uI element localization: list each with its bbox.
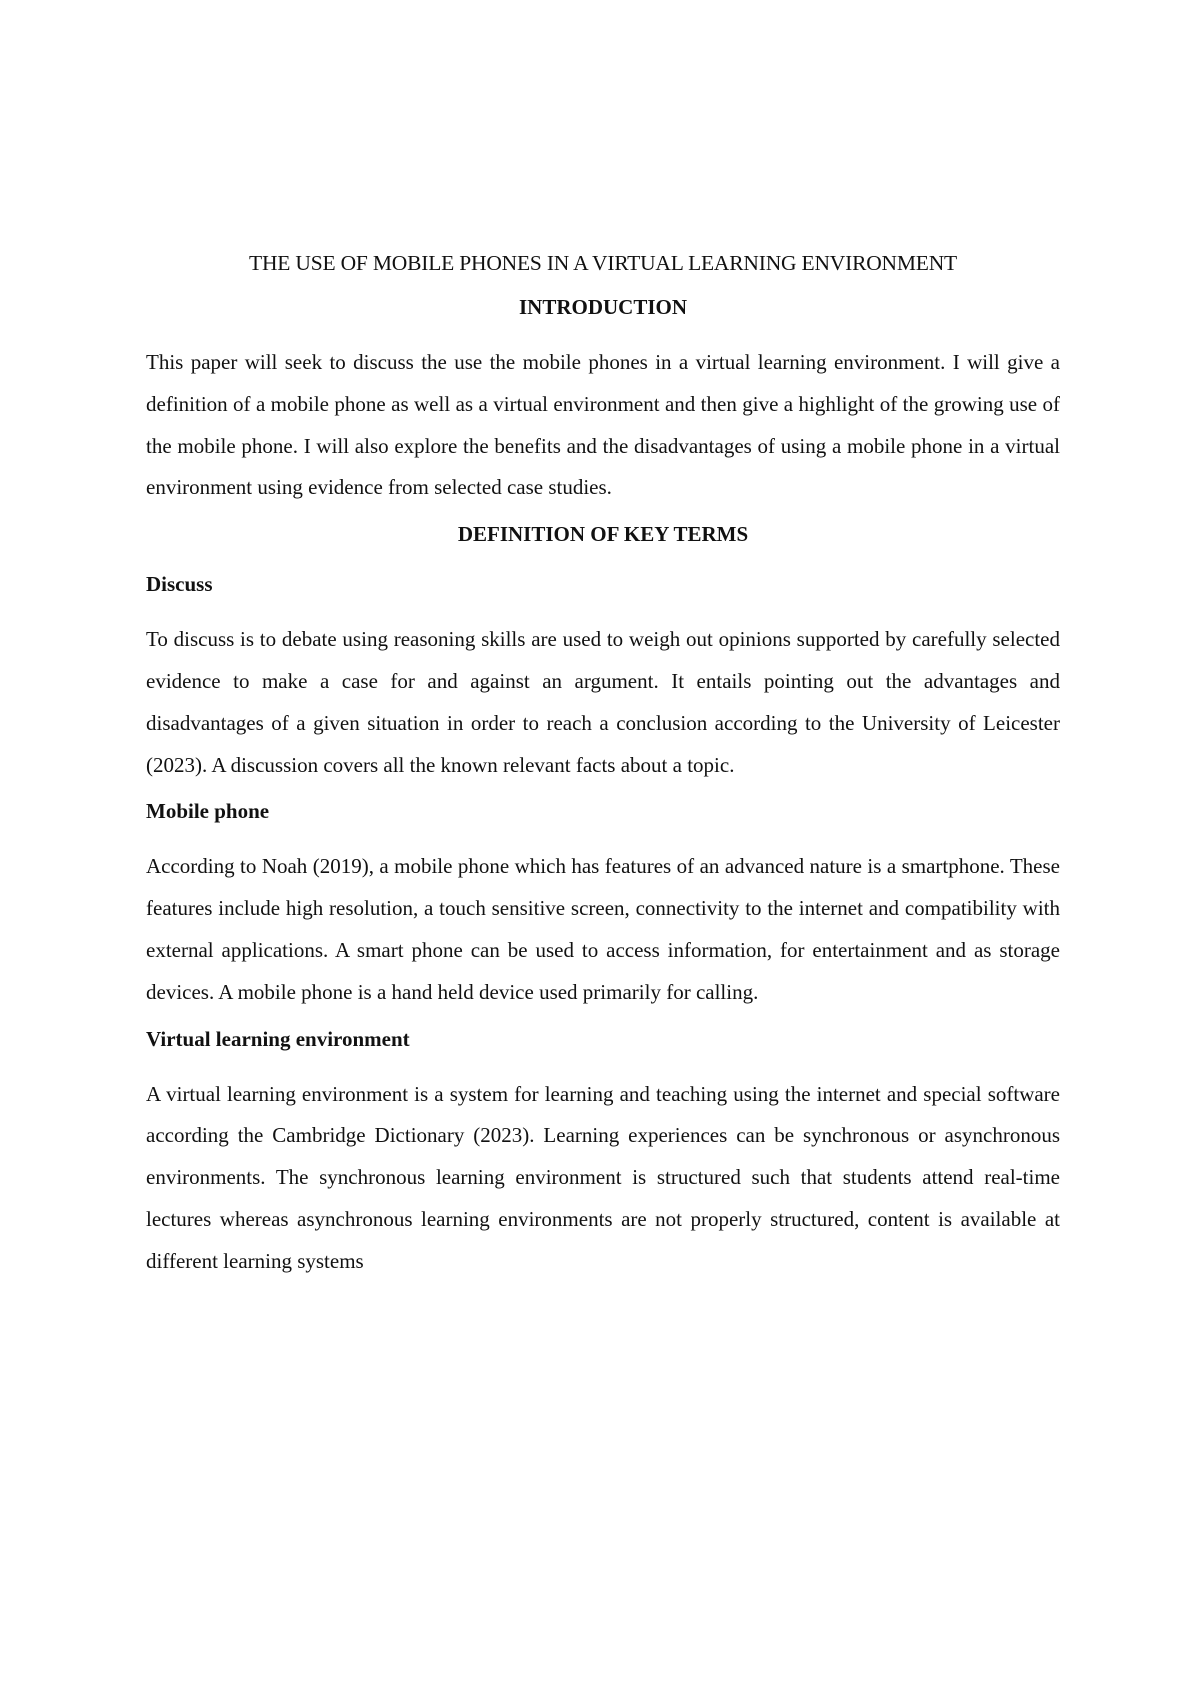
mobile-phone-heading: Mobile phone xyxy=(146,799,270,824)
mobile-phone-paragraph: According to Noah (2019), a mobile phone which has features of an advanced nature is a smartphone. These features include high resolution, a touch sensitive screen, connectivity to the internet and compatibility with external applications. A smart phone can be used to access information, for entertainment and as storage devices. A mobile phone is a hand held device used primarily for calling. xyxy=(146,854,1060,1004)
document-title: THE USE OF MOBILE PHONES IN A VIRTUAL LEARNING ENVIRONMENT xyxy=(249,251,957,275)
introduction-paragraph: This paper will seek to discuss the use the mobile phones in a virtual learning environment. I will give a definition of a mobile phone as well as a virtual environment and then give a highlight of the growing use of the mobile phone. I will also explore the benefits and the disadvantages of using a mobile phone in a virtual environment using evidence from selected case studies. xyxy=(146,350,1060,500)
introduction-heading: INTRODUCTION xyxy=(518,295,688,319)
discuss-heading: Discuss xyxy=(146,572,213,597)
document-body xyxy=(146,248,1060,1293)
discuss-paragraph: To discuss is to debate using reasoning skills are used to weigh out opinions supported by carefully selected evidence to make a case for and against an argument. It entails pointing out the advantages and disadvantages of a given situation in order to reach a conclusion according to the University of Leicester (2023). A discussion covers all the known relevant facts about a topic. xyxy=(146,627,1060,777)
vle-heading: Virtual learning environment xyxy=(146,1026,410,1051)
definitions-heading: DEFINITION OF KEY TERMS xyxy=(457,522,749,547)
vle-paragraph: A virtual learning environment is a system for learning and teaching using the internet and special software according the Cambridge Dictionary (2023). Learning experiences can be synchronous or asynchronous environments. The synchronous learning environment is structured such that students attend real-time lectures whereas asynchronous learning environments are not properly structured, content is available at different learning systems xyxy=(146,1081,1060,1273)
